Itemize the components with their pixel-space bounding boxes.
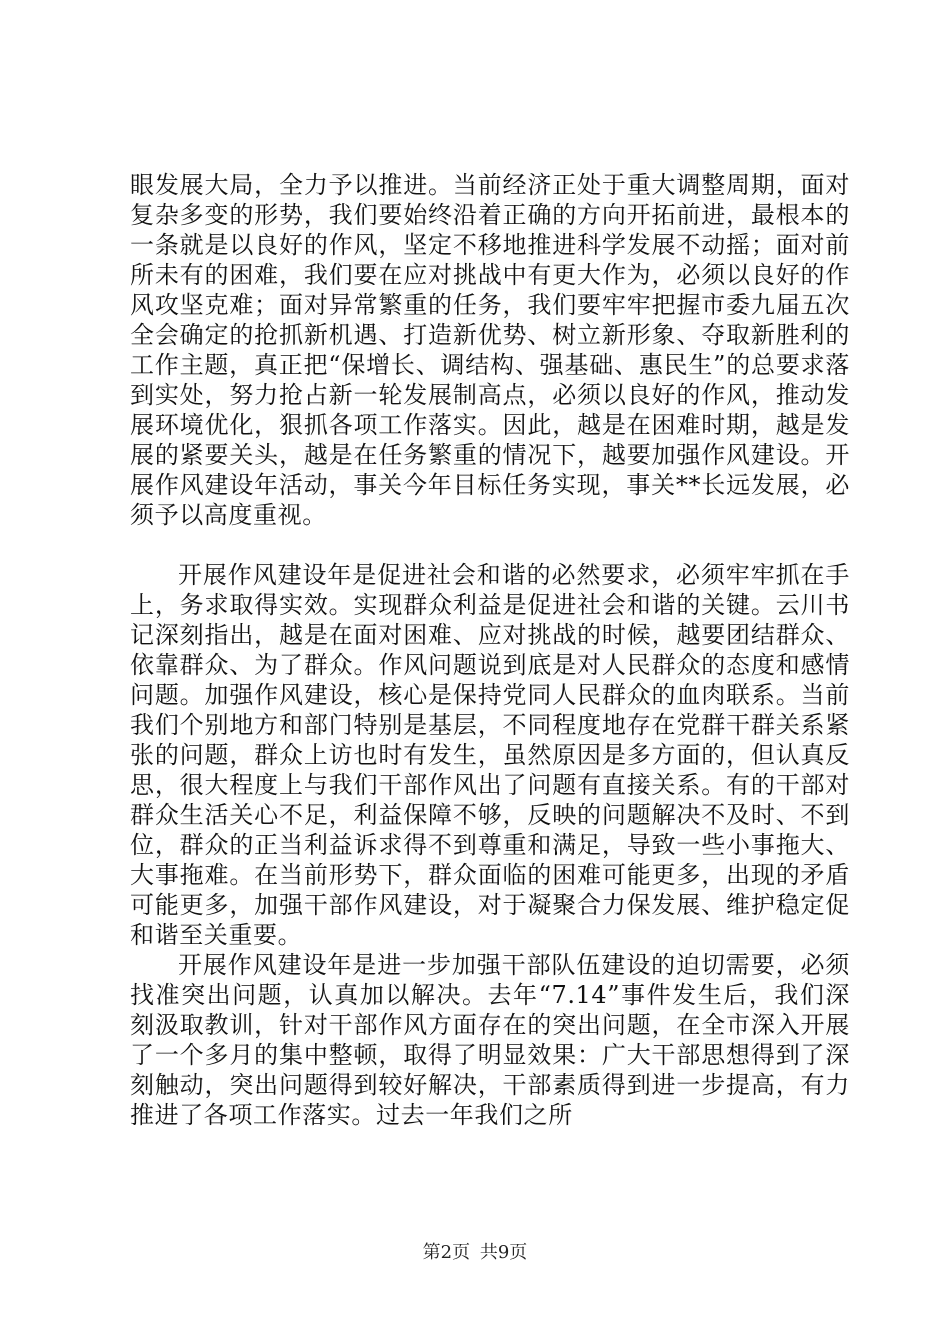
paragraph-social-harmony: 开展作风建设年是促进社会和谐的必然要求，必须牢牢抓在手上，务求取得实效。实现群众利益是促进社会和谐的关键。云川书记深刻指出，越是在面对困难、应对挑战的时候，越要团结群众、依靠群众、为了群众。作风问题说到底是对人民群众的态度和感情问题。加强作风建设，核心是保持党同人民群众的血肉联系。当前我们个别地方和部门特别是基层，不同程度地存在党群干群关系紧张的问题，群众上访也时有发生，虽然原因是多方面的，但认真反思，很大程度上与我们干部作风出了问题有直接关系。有的干部对群众生活关心不足，利益保障不够，反映的问题解决不及时、不到位，群众的正当利益诉求得不到尊重和满足，导致一些小事拖大、大事拖难。在当前形势下，群众面临的困难可能更多，出现的矛盾可能更多，加强干部作风建设，对于凝聚合力保发展、维护稳定促和谐至关重要。 — [130, 561, 850, 949]
paragraph-cadre-building: 开展作风建设年是进一步加强干部队伍建设的迫切需要，必须找准突出问题，认真加以解决。去年“7.14”事件发生后，我们深刻汲取教训，针对干部作风方面存在的突出问题，在全市深入开展了一个多月的集中整顿，取得了明显效果：广大干部思想得到了深刻触动，突出问题得到较好解决，干部素质得到进一步提高，有力推进了各项工作落实。过去一年我们之所 — [130, 951, 850, 1129]
document-body — [130, 170, 850, 1130]
page-total: 共9页 — [479, 1242, 528, 1263]
page-number: 第2页 — [422, 1242, 471, 1263]
page-footer — [0, 1242, 950, 1264]
paragraph-continued: 眼发展大局，全力予以推进。当前经济正处于重大调整周期，面对复杂多变的形势，我们要始终沿着正确的方向开拓前进，最根本的一条就是以良好的作风，坚定不移地推进科学发展不动摇；面对前所未有的困难，我们要在应对挑战中有更大作为，必须以良好的作风攻坚克难；面对异常繁重的任务，我们要牢牢把握市委九届五次全会确定的抢抓新机遇、打造新优势、树立新形象、夺取新胜利的工作主题，真正把“保增长、调结构、强基础、惠民生”的总要求落到实处，努力抢占新一轮发展制高点，必须以良好的作风，推动发展环境优化，狠抓各项工作落实。因此，越是在困难时期，越是发展的紧要关头，越是在任务繁重的情况下，越要加强作风建设。开展作风建设年活动，事关今年目标任务实现，事关**长远发展，必须予以高度重视。 — [130, 171, 850, 529]
paragraph-spacer — [130, 530, 850, 560]
